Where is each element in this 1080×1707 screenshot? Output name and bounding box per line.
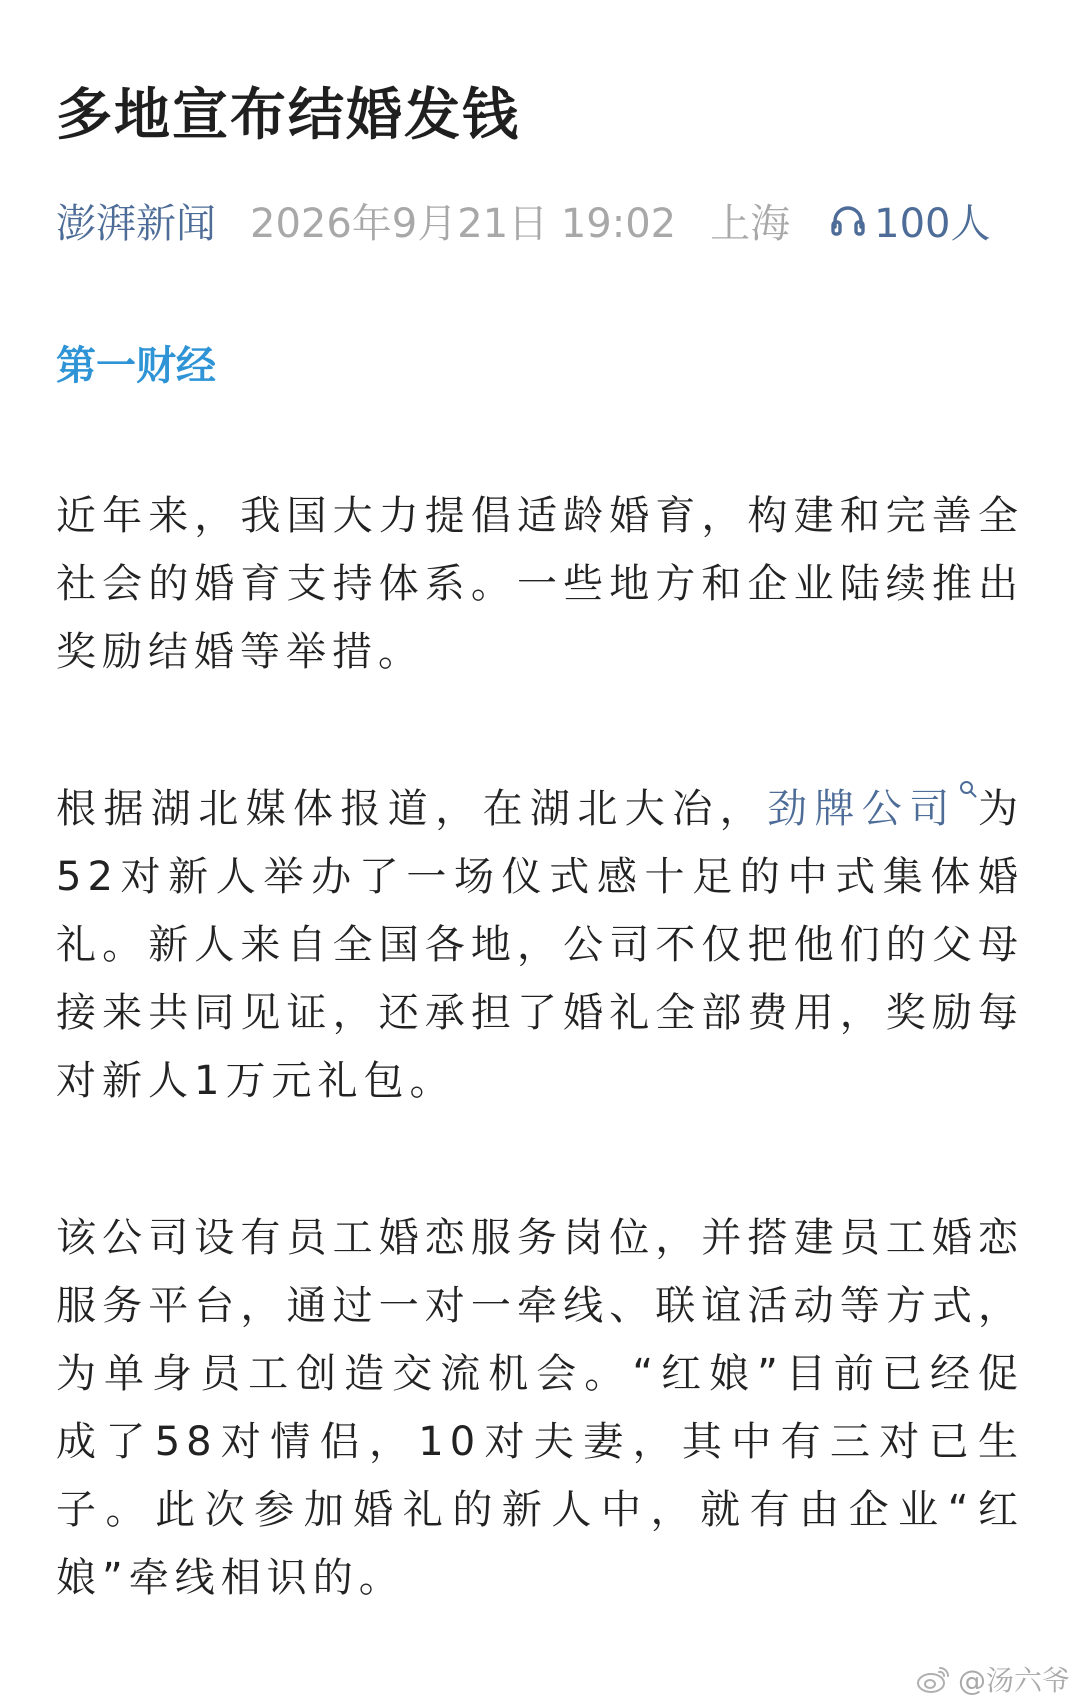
publish-location: 上海 xyxy=(710,200,791,247)
paragraph-2 xyxy=(56,775,1024,1115)
watermark-handle: @汤六爷 xyxy=(957,1664,1070,1697)
listener-count: 100人 xyxy=(874,200,991,247)
article-meta xyxy=(56,192,991,248)
weibo-icon xyxy=(916,1664,952,1694)
paragraph-1: 近年来，我国大力提倡适龄婚育，构建和完善全社会的婚育支持体系。一些地方和企业陆续推出奖励结婚等举措。 xyxy=(56,493,1024,675)
publish-datetime: 2026年9月21日 19:02 xyxy=(250,200,677,247)
listen-button[interactable] xyxy=(828,192,990,249)
channel-label[interactable]: 第一财经 xyxy=(56,343,216,389)
paragraph-3: 该公司设有员工婚恋服务岗位，并搭建员工婚恋服务平台，通过一对一牵线、联谊活动等方式，为单身员工创造交流机会。“红娘”目前已经促成了58对情侣，10对夫妻，其中有三对已生子。此次参加婚礼的新人中，就有由企业“红娘”牵线相识的。 xyxy=(56,1215,1024,1601)
search-icon xyxy=(959,780,977,798)
headphones-icon xyxy=(828,200,868,240)
source-link[interactable]: 澎湃新闻 xyxy=(56,200,216,247)
paragraph-2-text-before: 根据湖北媒体报道，在湖北大冶， xyxy=(56,786,767,832)
keyword-link-label: 劲牌公司 xyxy=(767,786,957,832)
article-title: 多地宣布结婚发钱 xyxy=(56,83,520,148)
watermark xyxy=(916,1659,1070,1699)
keyword-link[interactable] xyxy=(767,786,977,832)
paragraph-2-text-after: 为52对新人举办了一场仪式感十足的中式集体婚礼。新人来自全国各地，公司不仅把他们的父母接来共同见证，还承担了婚礼全部费用，奖励每对新人1万元礼包。 xyxy=(56,786,1025,1104)
